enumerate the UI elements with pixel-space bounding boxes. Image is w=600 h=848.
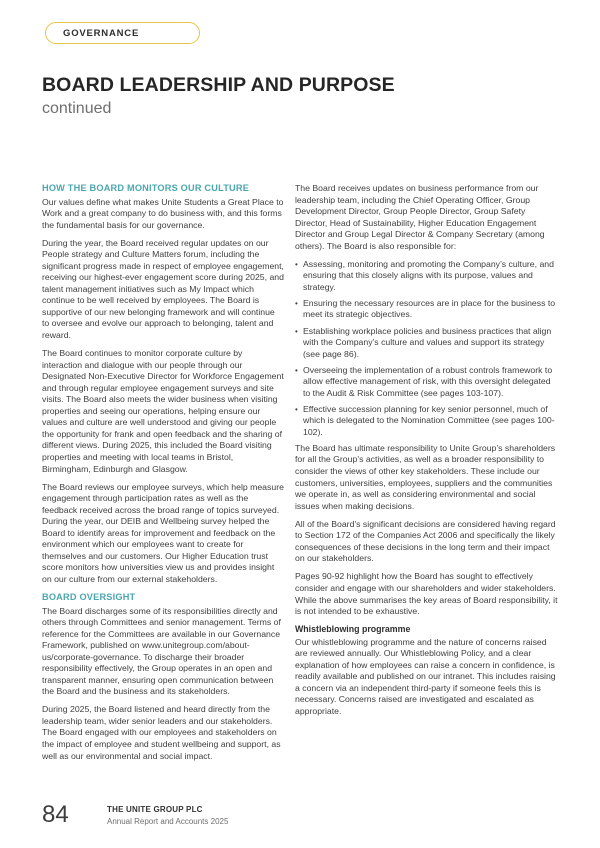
paragraph: The Board has ultimate responsibility to Unite Group’s shareholders for all the Group’s activities, as well as a broader responsibility to consider the views of other key stakeholders. These include our customers, universities, employees, suppliers and the communities we operate in, as well as considering environmental and social issues when making decisions.	[295, 442, 556, 511]
list-item	[295, 259, 559, 294]
section-heading-oversight: BOARD OVERSIGHT	[42, 592, 136, 602]
list-item-text: Ensuring the necessary resources are in place for the business to meet its strategic objectives.	[303, 297, 556, 320]
page-title: BOARD LEADERSHIP AND PURPOSE	[42, 74, 395, 96]
paragraph: Our values define what makes Unite Students a Great Place to Work and a great company to do business with, and this forms the fundamental basis for our governance.	[42, 196, 284, 230]
list-item-text: Effective succession planning for key senior personnel, much of which is delegated to the Nomination Committee (see pages 100-102).	[303, 403, 555, 437]
content-columns	[42, 183, 559, 769]
left-column	[42, 183, 284, 769]
section-heading-culture: HOW THE BOARD MONITORS OUR CULTURE	[42, 183, 250, 193]
list-item-text: Assessing, monitoring and promoting the Company’s culture, and ensuring that this closely aligns with its purpose, values and strategy.	[303, 258, 554, 292]
paragraph: The Board discharges some of its responsibilities directly and others through Committees and senior management. Terms of reference for the Committees are available in our Governance Framework, published on www.unitegroup.com/about-us/corporate-governance. To discharge their broader responsibility effectively, the Group operates in an open and transparent manner, ensuring open communication between the Board and the business and its stakeholders.	[42, 605, 281, 697]
list-item-text: Establishing workplace policies and business practices that align with the Company’s culture and values and support its strategy (see page 86).	[303, 325, 552, 359]
bullet-icon: •	[295, 259, 298, 269]
paragraph: The Board receives updates on business performance from our leadership team, including the Chief Operating Officer, Group Development Director, Group People Director, Group Safety Director, Head of Sustainability, Higher Education Engagement Director and Group Legal Director & Company Secretary (among others). The Board is also responsible for:	[295, 183, 545, 251]
page-footer	[107, 805, 228, 826]
list-item	[295, 404, 559, 439]
page-subtitle: continued	[42, 100, 112, 117]
bullet-icon: •	[295, 298, 298, 308]
paragraph: During 2025, the Board listened and heard directly from the leadership team, wider senior leaders and our stakeholders. The Board engaged with our employees and stakeholders on the impact of employee and student wellbeing and support, as well as our environmental and social impact.	[42, 704, 281, 761]
list-item-text: Overseeing the implementation of a robust controls framework to allow effective management of risk, with this oversight delegated to the Audit & Risk Committee (see pages 103-107).	[303, 364, 553, 398]
subsection-heading-whistleblowing: Whistleblowing programme	[295, 624, 411, 635]
paragraph: All of the Board’s significant decisions are considered having regard to Section 172 of the Companies Act 2006 and specifically the likely consequences of these decisions in the long term and their impact on our stakeholders.	[295, 518, 556, 564]
footer-company: THE UNITE GROUP PLC	[107, 805, 203, 814]
paragraph: The Board reviews our employee surveys, which help measure engagement through participation rates as well as the feedback received across the broad range of topics surveyed. During the year, our DEIB and Wellbeing survey helped the Board to identify areas for improvement and feedback on the environment which our employees want to create for themselves and our customers. Our Higher Education trust score monitors how universities view us and provides insight on our culture from our external stakeholders.	[42, 481, 284, 584]
page-number: 84	[42, 801, 69, 828]
paragraph: Our whistleblowing programme and the nature of concerns raised are reviewed annually. Our Whistleblowing Policy, and a clear explanation of how employees can raise a concern in confidence, is readily available and published on our intranet. This includes raising a concern via an independent third-party if someone feels this is necessary. Concerns raised are investigated and escalated as appropriate.	[295, 636, 556, 716]
bullet-icon: •	[295, 365, 298, 375]
list-item	[295, 365, 559, 400]
section-tag-pill	[45, 22, 200, 44]
bullet-icon: •	[295, 326, 298, 336]
bullet-icon: •	[295, 404, 298, 414]
board-responsibilities-list	[295, 259, 559, 439]
list-item	[295, 298, 559, 321]
paragraph: During the year, the Board received regular updates on our People strategy and Culture Matters forum, including the significant progress made in respect of employee engagement, receiving our highest-ever engagement score during 2025, and talent management initiatives such as My Impact which continue to be well received by employees. The Board is supportive of our new belonging framework and will continue to oversee and evolve our approach to belonging, talent and reward.	[42, 237, 284, 341]
right-column	[295, 183, 559, 769]
paragraph: The Board continues to monitor corporate culture by interaction and dialogue with our people through our Designated Non-Executive Director for Workforce Engagement and through regular employee engagement surveys and site visits. The Board also meets the wider business when visiting properties and seeing our operations, helping ensure our values and culture are well understood and giving our people the opportunity for frank and open feedback and the sharing of different views. During 2025, this included the Board visiting properties and meeting with local teams in Bristol, Birmingham, Edinburgh and Glasgow.	[42, 348, 284, 474]
list-item	[295, 326, 559, 361]
section-tag-label: GOVERNANCE	[63, 27, 140, 39]
paragraph: Pages 90-92 highlight how the Board has sought to effectively consider and engage with our shareholders and wider stakeholders. While the above summarises the key areas of Board responsibility, it is not intended to be exhaustive.	[295, 571, 558, 617]
footer-report: Annual Report and Accounts 2025	[107, 816, 229, 826]
